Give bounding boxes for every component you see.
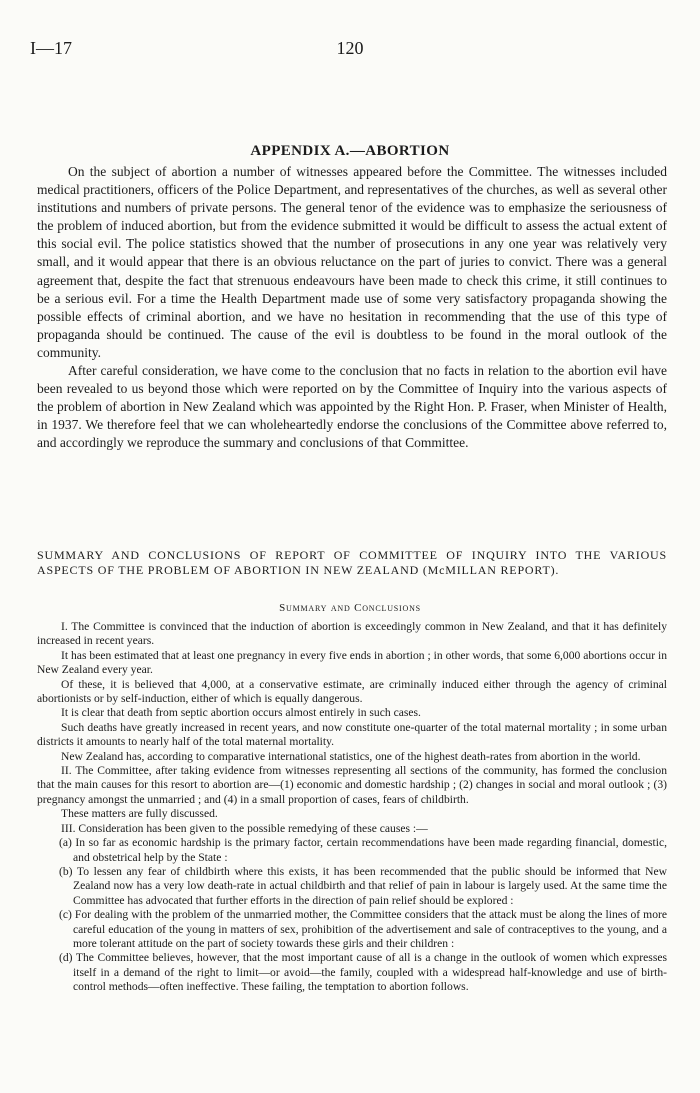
intro-paragraph-1: On the subject of abortion a number of witnesses appeared before the Committee. The witnesses included medical practitioners, officers of the Police Department, and representatives of the churches, as well as several other institutions and numbers of private persons. The general tenor of the evidence was to emphasize the seriousness of the problem of induced abortion, but from the evidence submitted it would be difficult to assess the actual extent of this social evil. The police statistics showed that the number of prosecutions in any one year was relatively very small, and it would appear that there is an obvious reluctance on the part of juries to convict. There was a general agreement that, despite the fact that strenuous endeavours have been made to check this crime, it still continues to be a serious evil. For a time the Health Department made use of some very satisfactory propaganda showing the possible effects of criminal abortion, and we have no hesitation in recommending that the use of this type of propaganda should be continued. The cause of the evil is doubtless to be found in the moral outlook of the community. (37, 164, 667, 360)
summary-paragraph: III. Consideration has been given to the possible remedying of these causes :— (61, 821, 428, 835)
summary-paragraph: It has been estimated that at least one pregnancy in every five ends in abortion ; in other words, that some 6,000 abortions occur in New Zealand every year. (37, 648, 667, 677)
summary-body (37, 620, 667, 995)
page-number: 120 (336, 38, 364, 58)
summary-heading: SUMMARY AND CONCLUSIONS OF REPORT OF COMMITTEE OF INQUIRY INTO THE VARIOUS ASPECTS OF THE PROBLEM OF ABORTION IN NEW ZEALAND (McMILLAN REPORT). (37, 548, 667, 577)
summary-paragraph: New Zealand has, according to comparative international statistics, one of the highest death-rates from abortion in the world. (61, 749, 641, 763)
intro-text (37, 163, 667, 453)
summary-subheading: Summary and Conclusions (279, 602, 421, 614)
summary-paragraph: These matters are fully discussed. (61, 807, 218, 821)
summary-paragraph: Such deaths have greatly increased in recent years, and now constitute one-quarter of the total maternal mortality ; in some urban districts it amounts to nearly half of the total maternal mortality. (37, 720, 667, 749)
remedy-item: (c) For dealing with the problem of the unmarried mother, the Committee considers that the attack must be along the lines of more careful education of the young in matters of sex, prohibition of the advertisement and sale of contraceptives to the young, and a more tolerant attitude on the part of society towards these girls and their children : (59, 908, 667, 950)
intro-paragraph-2: After careful consideration, we have come to the conclusion that no facts in relation to the abortion evil have been revealed to us beyond those which were reported on by the Committee of Inquiry into the various aspects of the problem of abortion in New Zealand which was appointed by the Right Hon. P. Fraser, when Minister of Health, in 1937. We therefore feel that we can wholeheartedly endorse the conclusions of the Committee above referred to, and accordingly we reproduce the summary and conclusions of that Committee. (37, 363, 667, 451)
remedy-item: (b) To lessen any fear of childbirth where this exists, it has been recommended that the public should be informed that New Zealand now has a very low death-rate in actual childbirth and that relief of pain in labour is largely used. At the same time the Committee has advocated that further efforts in the direction of pain relief should be explored : (59, 864, 667, 907)
remedy-item: (a) In so far as economic hardship is the primary factor, certain recommendations have been made regarding financial, domestic, and obstetrical help by the State : (59, 836, 667, 864)
summary-paragraph: It is clear that death from septic abortion occurs almost entirely in such cases. (61, 706, 421, 720)
summary-paragraph: I. The Committee is convinced that the induction of abortion is exceedingly common in New Zealand, and that it has definitely increased in recent years. (37, 620, 667, 648)
remedy-item: (d) The Committee believes, however, that the most important cause of all is a change in the outlook of women which expresses itself in a demand of the right to limit—or avoid—the family, coupled with a widespread half-knowledge and use of birth-control methods—often ineffective. These failing, the temptation to abortion follows. (59, 951, 667, 994)
document-reference: I—17 (30, 38, 72, 58)
summary-paragraph: II. The Committee, after taking evidence from witnesses representing all sections of the community, has formed the conclusion that the main causes for this resort to abortion are—(1) economic and domestic hardship ; (2) changes in social and moral outlook ; (3) pregnancy amongst the unmarried ; and (4) in a small proportion of cases, fears of childbirth. (37, 764, 667, 806)
summary-paragraph: Of these, it is believed that 4,000, at a conservative estimate, are criminally induced either through the agency of criminal abortionists or by self-induction, either of which is equally dangerous. (37, 677, 667, 706)
appendix-title: APPENDIX A.—ABORTION (250, 143, 450, 159)
